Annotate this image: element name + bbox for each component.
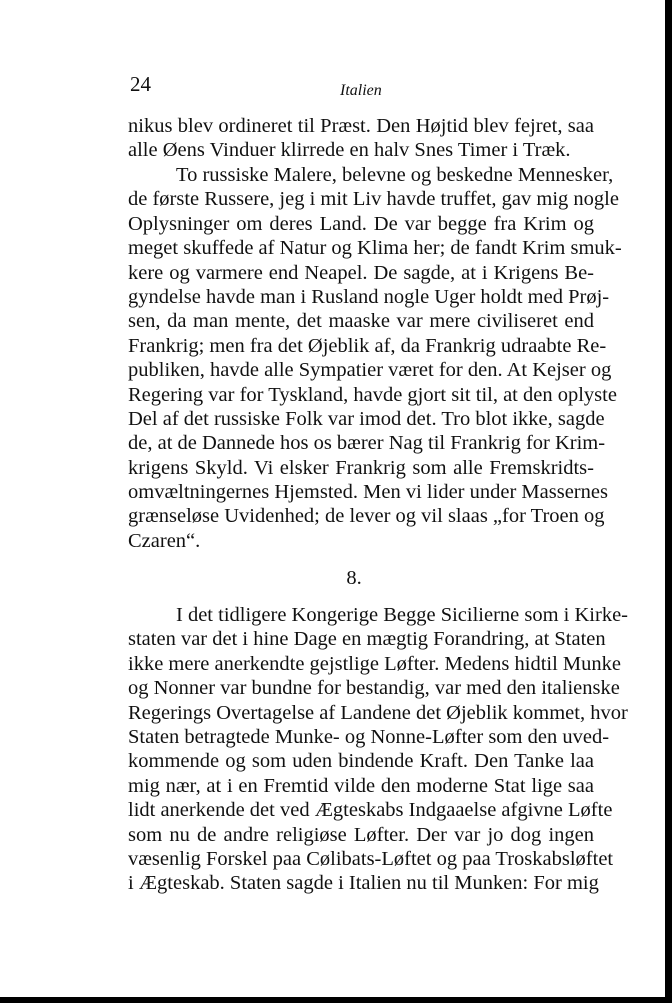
- text-line: Regerings Overtagelse af Landene det Øjeblik kommet, hvor: [128, 701, 628, 724]
- text-line: og Nonner var bundne for bestandig, var med den italienske: [128, 677, 620, 700]
- text-line: Del af det russiske Folk var imod det. Tro blot ikke, sagde: [128, 407, 605, 430]
- text-line: krigens Skyld. Vi elsker Frankrig som alle Fremskridts-: [128, 456, 594, 479]
- text-line: Staten betragtede Munke- og Nonne-Løfter som den uved-: [128, 725, 610, 748]
- text-line: grænseløse Uvidenhed; de lever og vil slaas „for Troen og: [128, 505, 605, 528]
- text-line: som nu de andre religiøse Løfter. Der var jo dog ingen: [128, 823, 594, 846]
- text-line: i Ægteskab. Staten sagde i Italien nu til Munken: For mig: [128, 872, 599, 895]
- text-line: omvæltningernes Hjemsted. Men vi lider under Massernes: [128, 481, 608, 504]
- running-title: Italien: [340, 82, 382, 99]
- text-line: kere og varmere end Neapel. De sagde, at i Krigens Be-: [128, 261, 594, 284]
- text-line: To russiske Malere, belevne og beskedne Mennesker,: [176, 164, 614, 186]
- paragraph-continuation: [128, 114, 594, 163]
- text-line: mig nær, at i en Fremtid vilde den moderne Stat lige saa: [128, 774, 594, 797]
- text-line: væsenlig Forskel paa Cølibats-Løftet og paa Troskabsløftet: [128, 847, 614, 870]
- text-line: kommende og som uden bindende Kraft. Den Tanke laa: [128, 750, 594, 773]
- page-number: 24: [130, 72, 151, 96]
- text-line: gyndelse havde man i Rusland nogle Uger holdt med Prøj-: [128, 285, 610, 308]
- text-line: lidt anerkende det ved Ægteskabs Indgaaelse afgivne Løfte: [128, 799, 613, 822]
- text-line: Czaren“.: [128, 529, 201, 552]
- text-line: I det tidligere Kongerige Begge Sicilierne som i Kirke-: [176, 604, 629, 626]
- text-line: publiken, havde alle Sympatier været for den. At Kejser og: [128, 359, 612, 382]
- paragraph-sicily: [128, 603, 629, 896]
- text-line: staten var det i hine Dage en mægtig Forandring, at Staten: [128, 628, 606, 651]
- text-line: Regering var for Tyskland, havde gjort sit til, at den oplyste: [128, 383, 617, 406]
- text-line: meget skuffede af Natur og Klima her; de fandt Krim smuk-: [128, 237, 622, 260]
- scan-right-edge: [665, 0, 672, 1003]
- paragraph-russian-painters: [128, 163, 622, 553]
- text-line: alle Øens Vinduer klirrede en halv Snes Timer i Træk.: [128, 139, 571, 162]
- text-line: sen, da man mente, det maaske var mere civiliseret end: [128, 310, 594, 333]
- text-line: Frankrig; men fra det Øjeblik af, da Frankrig udraabte Re-: [128, 334, 607, 357]
- text-line: Oplysninger om deres Land. De var begge fra Krim og: [128, 212, 594, 235]
- text-line: nikus blev ordineret til Præst. Den Højtid blev fejret, saa: [128, 115, 594, 137]
- text-line: de første Russere, jeg i mit Liv havde truffet, gav mig nogle: [128, 188, 619, 211]
- scan-bottom-edge: [0, 997, 672, 1003]
- section-number-label: 8.: [346, 567, 362, 589]
- text-line: ikke mere anerkendte gejstlige Løfter. Medens hidtil Munke: [128, 652, 621, 675]
- section-number: [0, 567, 672, 590]
- text-line: de, at de Dannede hos os bærer Nag til Frankrig for Krim-: [128, 432, 606, 455]
